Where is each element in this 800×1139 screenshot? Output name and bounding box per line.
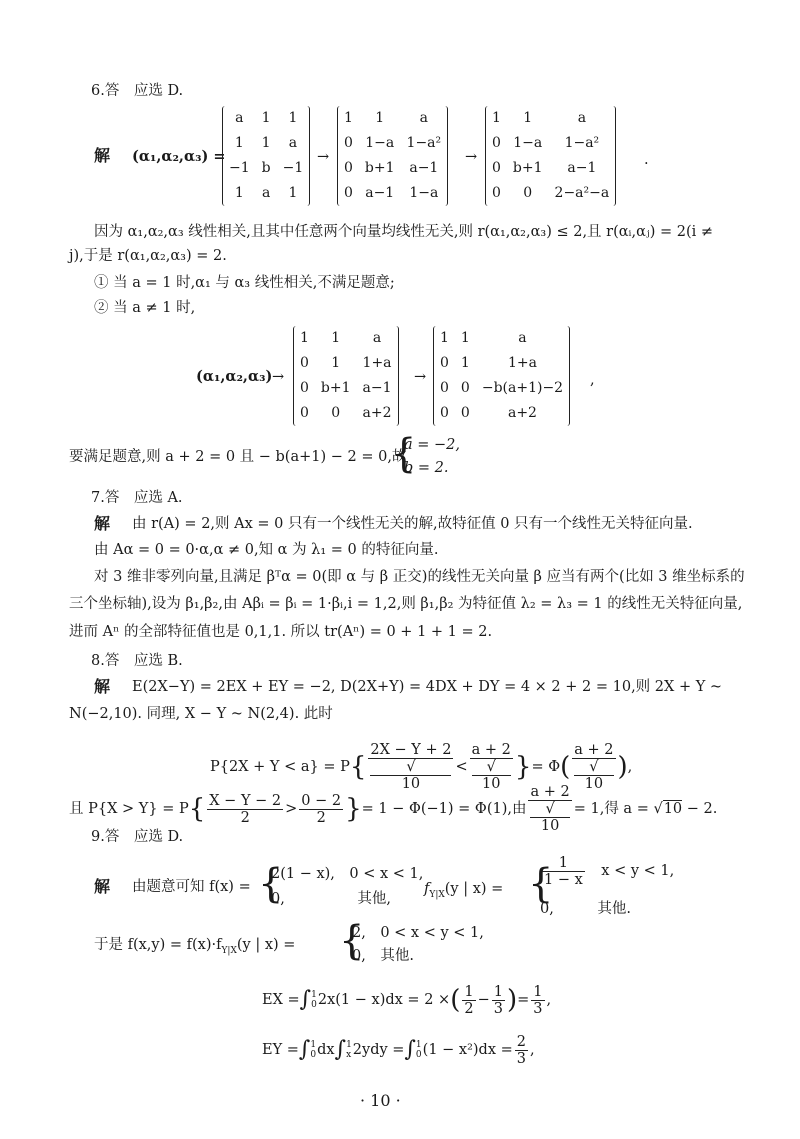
q6-arrow-4: →: [414, 369, 427, 385]
q8-frac-6: a + 2 √ 10: [530, 784, 570, 834]
matrix-cell: 2−a²−a: [554, 185, 610, 201]
matrix-cell: 1: [234, 135, 244, 151]
matrix-cell: a+2: [362, 405, 392, 421]
q6-para-2: j),于是 r(α₁,α₂,α₃) = 2.: [69, 248, 227, 264]
matrix-cell: 1: [344, 110, 353, 126]
q8-equation-1: P{2X + Y < a} = P{ 2X − Y + 2 √ 10 < a + 2 √ 10 }= Φ( a + 2 √ 10 ),: [210, 742, 633, 792]
matrix-cell: 0: [460, 380, 470, 396]
matrix-cell: 1: [261, 110, 271, 126]
q6-sol-b: b = 2.: [404, 460, 449, 476]
q6-matrix-1: [222, 106, 310, 206]
matrix-cell: 0: [440, 380, 449, 396]
q9-solve-label: 解: [94, 877, 111, 896]
matrix-cell: b+1: [364, 160, 395, 176]
matrix-cell: 0: [523, 185, 533, 201]
q6-matrix-4: [293, 326, 399, 426]
q9-joint-brace: {: [339, 918, 365, 964]
q8-frac-4: $\frac{X - Y - 2}{2}$: [209, 792, 282, 826]
q9-fyx-brace: {: [528, 861, 554, 907]
matrix-cell: 0: [492, 135, 501, 151]
q7-line-5: 进而 Aⁿ 的全部特征值也是 0,1,1. 所以 tr(Aⁿ) = 0 + 1 + 1 = 2.: [69, 624, 493, 640]
matrix-cell: a: [261, 185, 271, 201]
q6-lhs: (α₁,α₂,α₃) =: [132, 148, 226, 165]
q7-solve-label: 解: [94, 514, 111, 533]
q6-case-1: ① 当 a = 1 时,α₁ 与 α₃ 线性相关,不满足题意;: [94, 275, 395, 291]
q7-line-1: 由 r(A) = 2,则 Ax = 0 只有一个线性无关的解,故特征值 0 只有一个线性无关特征向量.: [132, 516, 693, 532]
matrix-cell: −1: [229, 160, 250, 176]
q8-line-3: 且 P{X > Y} = P{ $\frac{X - Y - 2}{2}$ > $\frac{0 - 2}{2}$ }= 1 − Φ(−1) = Φ(1),由 a + 2 √ 10 = 1,得 a = √10 − 2.: [69, 784, 718, 834]
q9-ex: EX =∫1 02x(1 − x)dx = 2 ×( $\frac{1}{2}$ − $\frac{1}{3}$ )= $\frac{1}{3}$ ,: [262, 983, 552, 1017]
matrix-cell: 0: [300, 405, 309, 421]
matrix-cell: 0: [344, 135, 353, 151]
q8-line-2: N(−2,10). 同理, X − Y ~ N(2,4). 此时: [69, 706, 333, 722]
matrix-cell: 1+a: [362, 355, 392, 371]
matrix-cell: 1: [440, 330, 449, 346]
q6-system-brace: {: [391, 431, 417, 477]
q9-fyx-lhs: $f_{Y|X}(y$ | x) =: [424, 881, 504, 900]
matrix-cell: a+2: [507, 405, 537, 421]
matrix-cell: 0: [460, 405, 470, 421]
matrix-cell: 0: [440, 405, 449, 421]
q9-fx-brace: {: [258, 861, 284, 907]
matrix-cell: −1: [282, 160, 304, 176]
matrix-cell: 1: [375, 110, 385, 126]
q6-arrow-2: →: [465, 149, 478, 165]
matrix-cell: 1: [261, 135, 271, 151]
q6-matrix-2: [337, 106, 448, 206]
matrix-cell: 1: [288, 185, 298, 201]
q8-line-1: E(2X−Y) = 2EX + EY = −2, D(2X+Y) = 4DX + DY = 4 × 2 + 2 = 10,则 2X + Y ~: [132, 679, 723, 695]
matrix-cell: a−1: [567, 160, 597, 176]
matrix-cell: 0: [300, 355, 309, 371]
matrix-cell: 1: [300, 330, 309, 346]
q6-arrow-1: →: [317, 149, 330, 165]
q9-joint-case-1: 2, 0 < x < y < 1,: [352, 925, 484, 941]
q9-ey: EY =∫1 0dx∫1 x 2ydy =∫1 0(1 − x²)dx = $\frac{2}{3}$ ,: [262, 1033, 535, 1067]
matrix-cell: a−1: [409, 160, 439, 176]
q9-header: 9.答 应选 D.: [91, 829, 184, 845]
matrix-cell: 1−a: [365, 135, 395, 151]
q6-arrow-3: →: [272, 369, 285, 385]
page-number: · 10 ·: [360, 1091, 401, 1110]
matrix-cell: 0: [331, 405, 341, 421]
q6-end-dot: .: [644, 152, 649, 168]
matrix-cell: 0: [344, 160, 353, 176]
q6-matrix-3: [485, 106, 616, 206]
matrix-cell: 1−a: [409, 185, 439, 201]
matrix-cell: a: [372, 330, 382, 346]
q9-fyx-case-1: $\frac{1}{1 - x}$ x < y < 1,: [544, 854, 675, 888]
matrix-cell: 1+a: [507, 355, 537, 371]
q6-para-1: 因为 α₁,α₂,α₃ 线性相关,且其中任意两个向量均线性无关,则 r(α₁,α₂,α₃) ≤ 2,且 r(αᵢ,αⱼ) = 2(i ≠: [94, 224, 713, 240]
q9-joint: 于是 $f(x,y) = f(x)\cdot f_{Y|X}(y$ | x) =: [94, 937, 296, 956]
q9-fyx-case-2: 0, 其他.: [540, 901, 631, 917]
q6-lhs-2: (α₁,α₂,α₃): [196, 368, 273, 385]
q8-header: 8.答 应选 B.: [91, 653, 183, 669]
matrix-cell: a−1: [365, 185, 395, 201]
matrix-cell: a: [518, 330, 527, 346]
q7-line-4: 三个坐标轴),设为 β₁,β₂,由 Aβᵢ = βᵢ = 1·βᵢ,i = 1,2,则 β₁,β₂ 为特征值 λ₂ = λ₃ = 1 的线性无关特征向量,: [69, 596, 743, 612]
q8-eq-left: P{2X + Y < a} = P: [210, 759, 350, 775]
q8-frac-1: 2X − Y + 2 √ 10: [370, 742, 452, 792]
matrix-cell: a−1: [362, 380, 392, 396]
matrix-cell: 1: [460, 330, 470, 346]
q9-fx-case-1: 2(1 − x), 0 < x < 1,: [271, 866, 424, 882]
matrix-cell: 1: [234, 185, 244, 201]
matrix-cell: 1: [523, 110, 533, 126]
q6-solve-label: 解: [94, 146, 111, 165]
matrix-cell: 1: [492, 110, 501, 126]
q6-case-2: ② 当 a ≠ 1 时,: [94, 300, 196, 316]
matrix-cell: 1: [288, 110, 298, 126]
q6-header: 6.答 应选 D.: [91, 83, 184, 99]
matrix-cell: a: [288, 135, 298, 151]
q8-solve-label: 解: [94, 677, 111, 696]
q6-para-3: 要满足题意,则 a + 2 = 0 且 − b(a+1) − 2 = 0,故: [69, 449, 407, 465]
matrix-cell: 1−a²: [564, 135, 600, 151]
matrix-cell: 1: [331, 355, 341, 371]
matrix-cell: 0: [344, 185, 353, 201]
matrix-cell: b+1: [320, 380, 351, 396]
matrix-cell: 1−a: [513, 135, 543, 151]
q9-joint-case-2: 0, 其他.: [352, 948, 414, 964]
q7-header: 7.答 应选 A.: [91, 490, 183, 506]
q6-comma: ,: [590, 372, 595, 388]
matrix-cell: 1: [331, 330, 341, 346]
q9-fx-case-2: 0, 其他,: [271, 891, 391, 907]
q8-frac-2: a + 2 √ 10: [471, 742, 511, 792]
matrix-cell: b: [261, 160, 271, 176]
q7-line-3: 对 3 维非零列向量,且满足 βᵀα = 0(即 α 与 β 正交)的线性无关向量 β 应当有两个(比如 3 维坐标系的: [94, 569, 745, 585]
matrix-cell: 0: [492, 185, 501, 201]
matrix-cell: −b(a+1)−2: [481, 380, 564, 396]
matrix-cell: 1: [460, 355, 470, 371]
q9-intro: 由题意可知 f(x) =: [132, 879, 251, 895]
matrix-cell: a: [235, 110, 244, 126]
matrix-cell: 0: [440, 355, 449, 371]
q7-line-2: 由 Aα = 0 = 0·α,α ≠ 0,知 α 为 λ₁ = 0 的特征向量.: [94, 542, 439, 558]
matrix-cell: 1−a²: [406, 135, 442, 151]
matrix-cell: a: [577, 110, 587, 126]
q8-frac-5: $\frac{0 - 2}{2}$: [301, 792, 342, 826]
matrix-cell: b+1: [512, 160, 543, 176]
matrix-cell: 0: [300, 380, 309, 396]
q6-sol-a: a = −2,: [404, 437, 460, 453]
matrix-cell: a: [419, 110, 429, 126]
q8-frac-3: a + 2 √ 10: [574, 742, 614, 792]
matrix-cell: 0: [492, 160, 501, 176]
q6-matrix-5: [433, 326, 570, 426]
